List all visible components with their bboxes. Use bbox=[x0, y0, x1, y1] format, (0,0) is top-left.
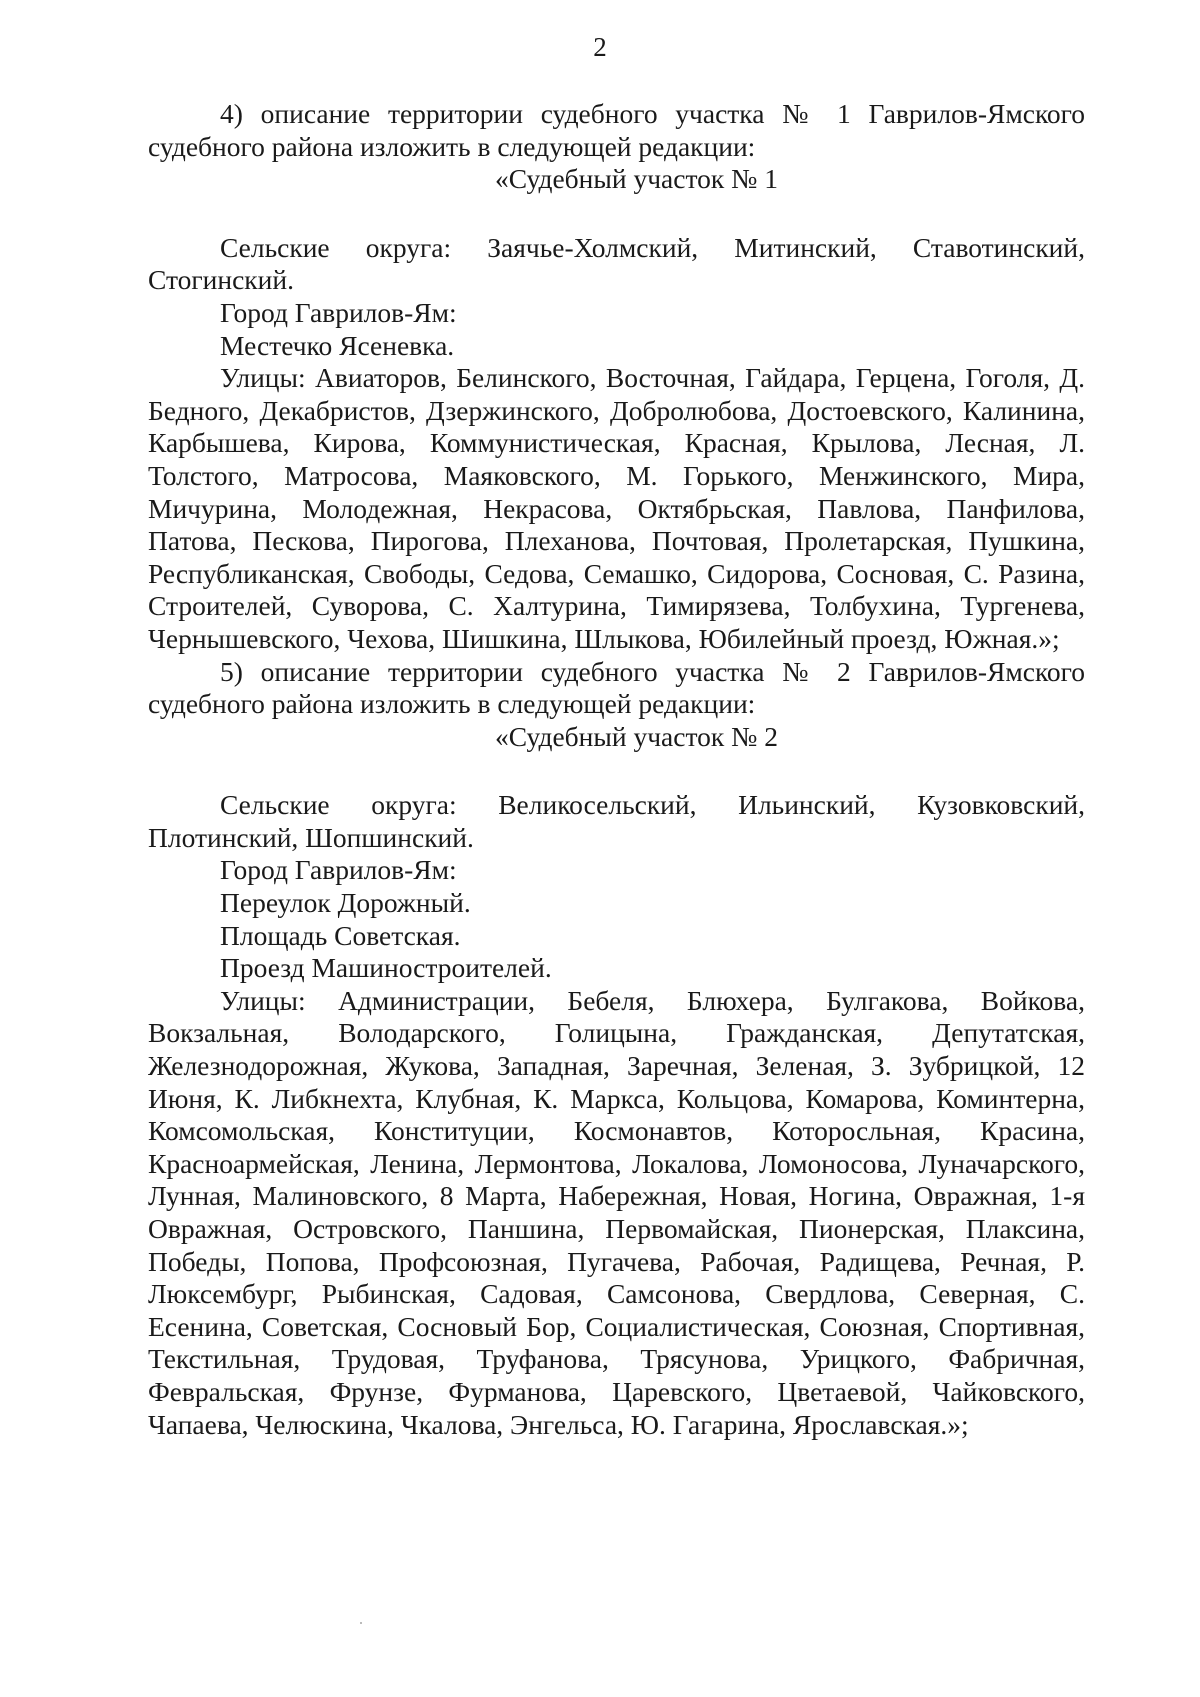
item5-rural-districts: Сельские округа: Великосельский, Ильинский, Кузовковский, Плотинский, Шопшинский. bbox=[148, 789, 1085, 853]
scan-speck bbox=[360, 1622, 362, 1624]
item5-lane: Переулок Дорожный. bbox=[220, 887, 471, 919]
item4-section-title: «Судебный участок № 1 bbox=[495, 163, 778, 195]
item4-streets-list: Улицы: Авиаторов, Белинского, Восточная, Гайдара, Герцена, Гоголя, Д. Бедного, Декабристов, Дзержинского, Добролюбова, Достоевского, Калинина, Карбышева, Кирова, Коммунистическая, Красная, Крылова, Лесная, Л. Толстого, Матросова, Маяковского, М. Горького, Менжинского, Мира, Мичурина, Молодежная, Некрасова, Октябрьская, Павлова, Панфилова, Патова, Пескова, Пирогова, Плеханова, Почтовая, Пролетарская, Пушкина, Республиканская, Свободы, Седова, Семашко, Сидорова, Сосновая, С. Разина, Строителей, Суворова, С. Халтурина, Тимирязева, Толбухина, Тургенева, Чернышевского, Чехова, Шишкина, Шлыкова, Юбилейный проезд, Южная.»; bbox=[148, 362, 1085, 654]
document-body bbox=[148, 98, 1085, 1441]
item5-city-heading: Город Гаврилов-Ям: bbox=[220, 854, 457, 886]
item5-section-title: «Судебный участок № 2 bbox=[495, 720, 778, 752]
item4-city-heading: Город Гаврилов-Ям: bbox=[220, 296, 457, 328]
item5-passage: Проезд Машиностроителей. bbox=[220, 952, 552, 984]
item5-intro-paragraph: 5) описание территории судебного участка № 2 Гаврилов-Ямского судебного района изложить в следующей редакции: bbox=[148, 655, 1085, 720]
page-number: 2 bbox=[593, 32, 607, 62]
item5-square: Площадь Советская. bbox=[220, 919, 461, 951]
item4-locality: Местечко Ясеневка. bbox=[220, 329, 455, 361]
item4-spacer bbox=[148, 196, 1085, 232]
item4-rural-districts: Сельские округа: Заячье-Холмский, Митинский, Ставотинский, Стогинский. bbox=[148, 231, 1085, 296]
item4-intro-paragraph: 4) описание территории судебного участка № 1 Гаврилов-Ямского судебного района изложить в следующей редакции: bbox=[148, 98, 1085, 162]
item5-spacer bbox=[148, 753, 1085, 789]
item5-streets-list: Улицы: Администрации, Бебеля, Блюхера, Булгакова, Войкова, Вокзальная, Володарского, Голицына, Гражданская, Депутатская, Железнодорожная, Жукова, Западная, Заречная, Зеленая, З. Зубрицкой, 12 Июня, К. Либкнехта, Клубная, К. Маркса, Кольцова, Комарова, Коминтерна, Комсомольская, Конституции, Космонавтов, Которосльная, Красина, Красноармейская, Ленина, Лермонтова, Локалова, Ломоносова, Луначарского, Лунная, Малиновского, 8 Марта, Набережная, Новая, Ногина, Овражная, 1-я Овражная, Островского, Паншина, Первомайская, Пионерская, Плаксина, Победы, Попова, Профсоюзная, Пугачева, Рабочая, Радищева, Речная, Р. Люксембург, Рыбинская, Садовая, Самсонова, Свердлова, Северная, С. Есенина, Советская, Сосновый Бор, Социалистическая, Союзная, Спортивная, Текстильная, Трудовая, Труфанова, Трясунова, Урицкого, Фабричная, Февральская, Фрунзе, Фурманова, Царевского, Цветаевой, Чайковского, Чапаева, Челюскина, Чкалова, Энгельса, Ю. Гагарина, Ярославская.»; bbox=[148, 984, 1085, 1440]
